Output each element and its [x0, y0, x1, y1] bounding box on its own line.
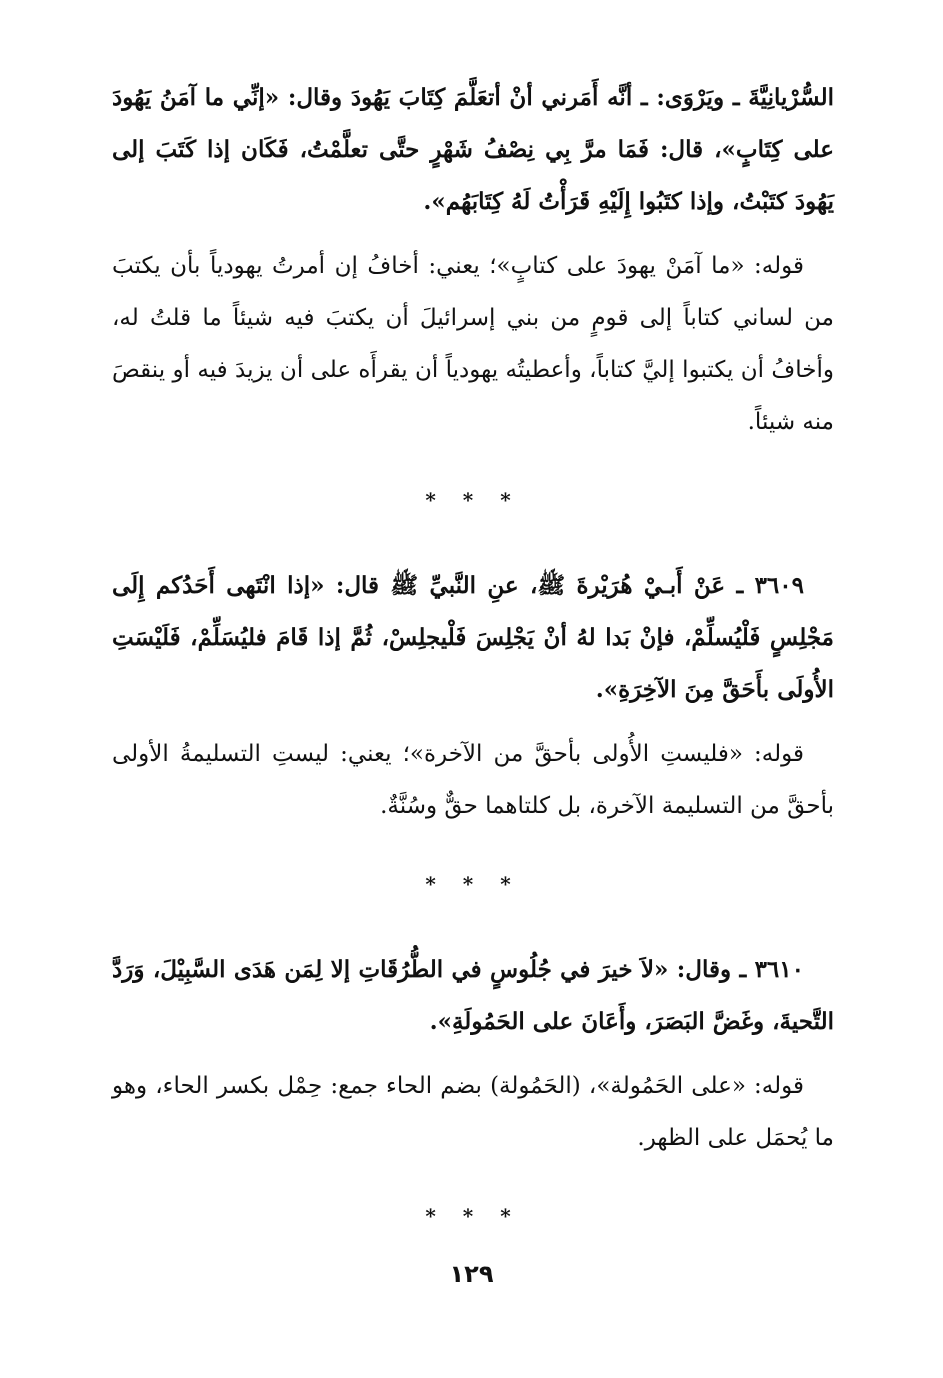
commentary-3610: قوله: «على الحَمُولة»، (الحَمُولة) بضم الحاء جمع: حِمْل بكسر الحاء، وهو ما يُحمَل على الظهر.: [112, 1073, 834, 1151]
hadith-3610: ٣٦١٠ ـ وقال: «لاَ خيرَ في جُلُوسٍ في الطُّرُقَاتِ إلا لِمَن هَدَى السَّبِيْلَ، وَرَدَّ التَّحيةَ، وغَضَّ البَصَرَ، وأَعَانَ على الحَمُولَةِ».: [112, 956, 834, 1035]
section-separator: * * *: [425, 488, 521, 512]
page-body: [112, 72, 834, 1362]
section-separator: * * *: [425, 872, 521, 896]
commentary-3609: قوله: «فليستِ الأُولى بأحقَّ من الآخرة»؛ يعني: ليستِ التسليمةُ الأولى بأحقَّ من التسليمة الآخرة، بل كلتاهما حقٌّ وسُنَّةٌ.: [112, 741, 834, 819]
hadith-3609: ٣٦٠٩ ـ عَنْ أَبـيْ هُرَيْرةَ ﷺ، عنِ النَّبيِّ ﷺ قال: «إذا انْتَهى أَحَدُكم إِلَى مَجْلِسٍ فَلْيُسلِّمْ، فإنْ بَدا لهُ أنْ يَجْلِسَ فَلْيجلِسْ، ثُمَّ إذا قَامَ فليُسَلِّمْ، فَلَيْسَتِ الأُولَى بأَحَقَّ مِنَ الآخِرَةِ».: [112, 572, 834, 703]
hadith-text-continued: السُّرْيانِيَّةَ ـ ويَرْوَى: ـ أنَّه أَمَرني أنْ أتعَلَّمَ كِتَابَ يَهُودَ وقال: «إنِّي ما آمَنُ يَهُودَ على كِتَابٍ»، قال: فَمَا مرَّ بِي نِصْفُ شَهْرٍ حتَّى تعلَّمْتُ، فَكَان إذا كَتَبَ إلى يَهُودَ كتَبْتُ، وإذا كتَبُوا إِلَيْهِ قَرَأْتُ لَهُ كِتَابَهُم».: [112, 84, 834, 215]
section-separator: * * *: [425, 1204, 521, 1228]
page-number: ١٢٩: [449, 1260, 494, 1288]
commentary-text: قوله: «ما آمَنْ يهودَ على كتابٍ»؛ يعني: أخافُ إن أمرتُ يهودياً بأن يكتبَ من لساني كتاباً إلى قومٍ من بني إسرائيلَ أن يكتبَ فيه شيئاً ما قلتُ له، وأخافُ أن يكتبوا إليَّ كتاباً، وأعطيتُه يهودياً أن يقرأَه على أن يزيدَ فيه أو ينقصَ منه شيئاً.: [112, 253, 834, 435]
